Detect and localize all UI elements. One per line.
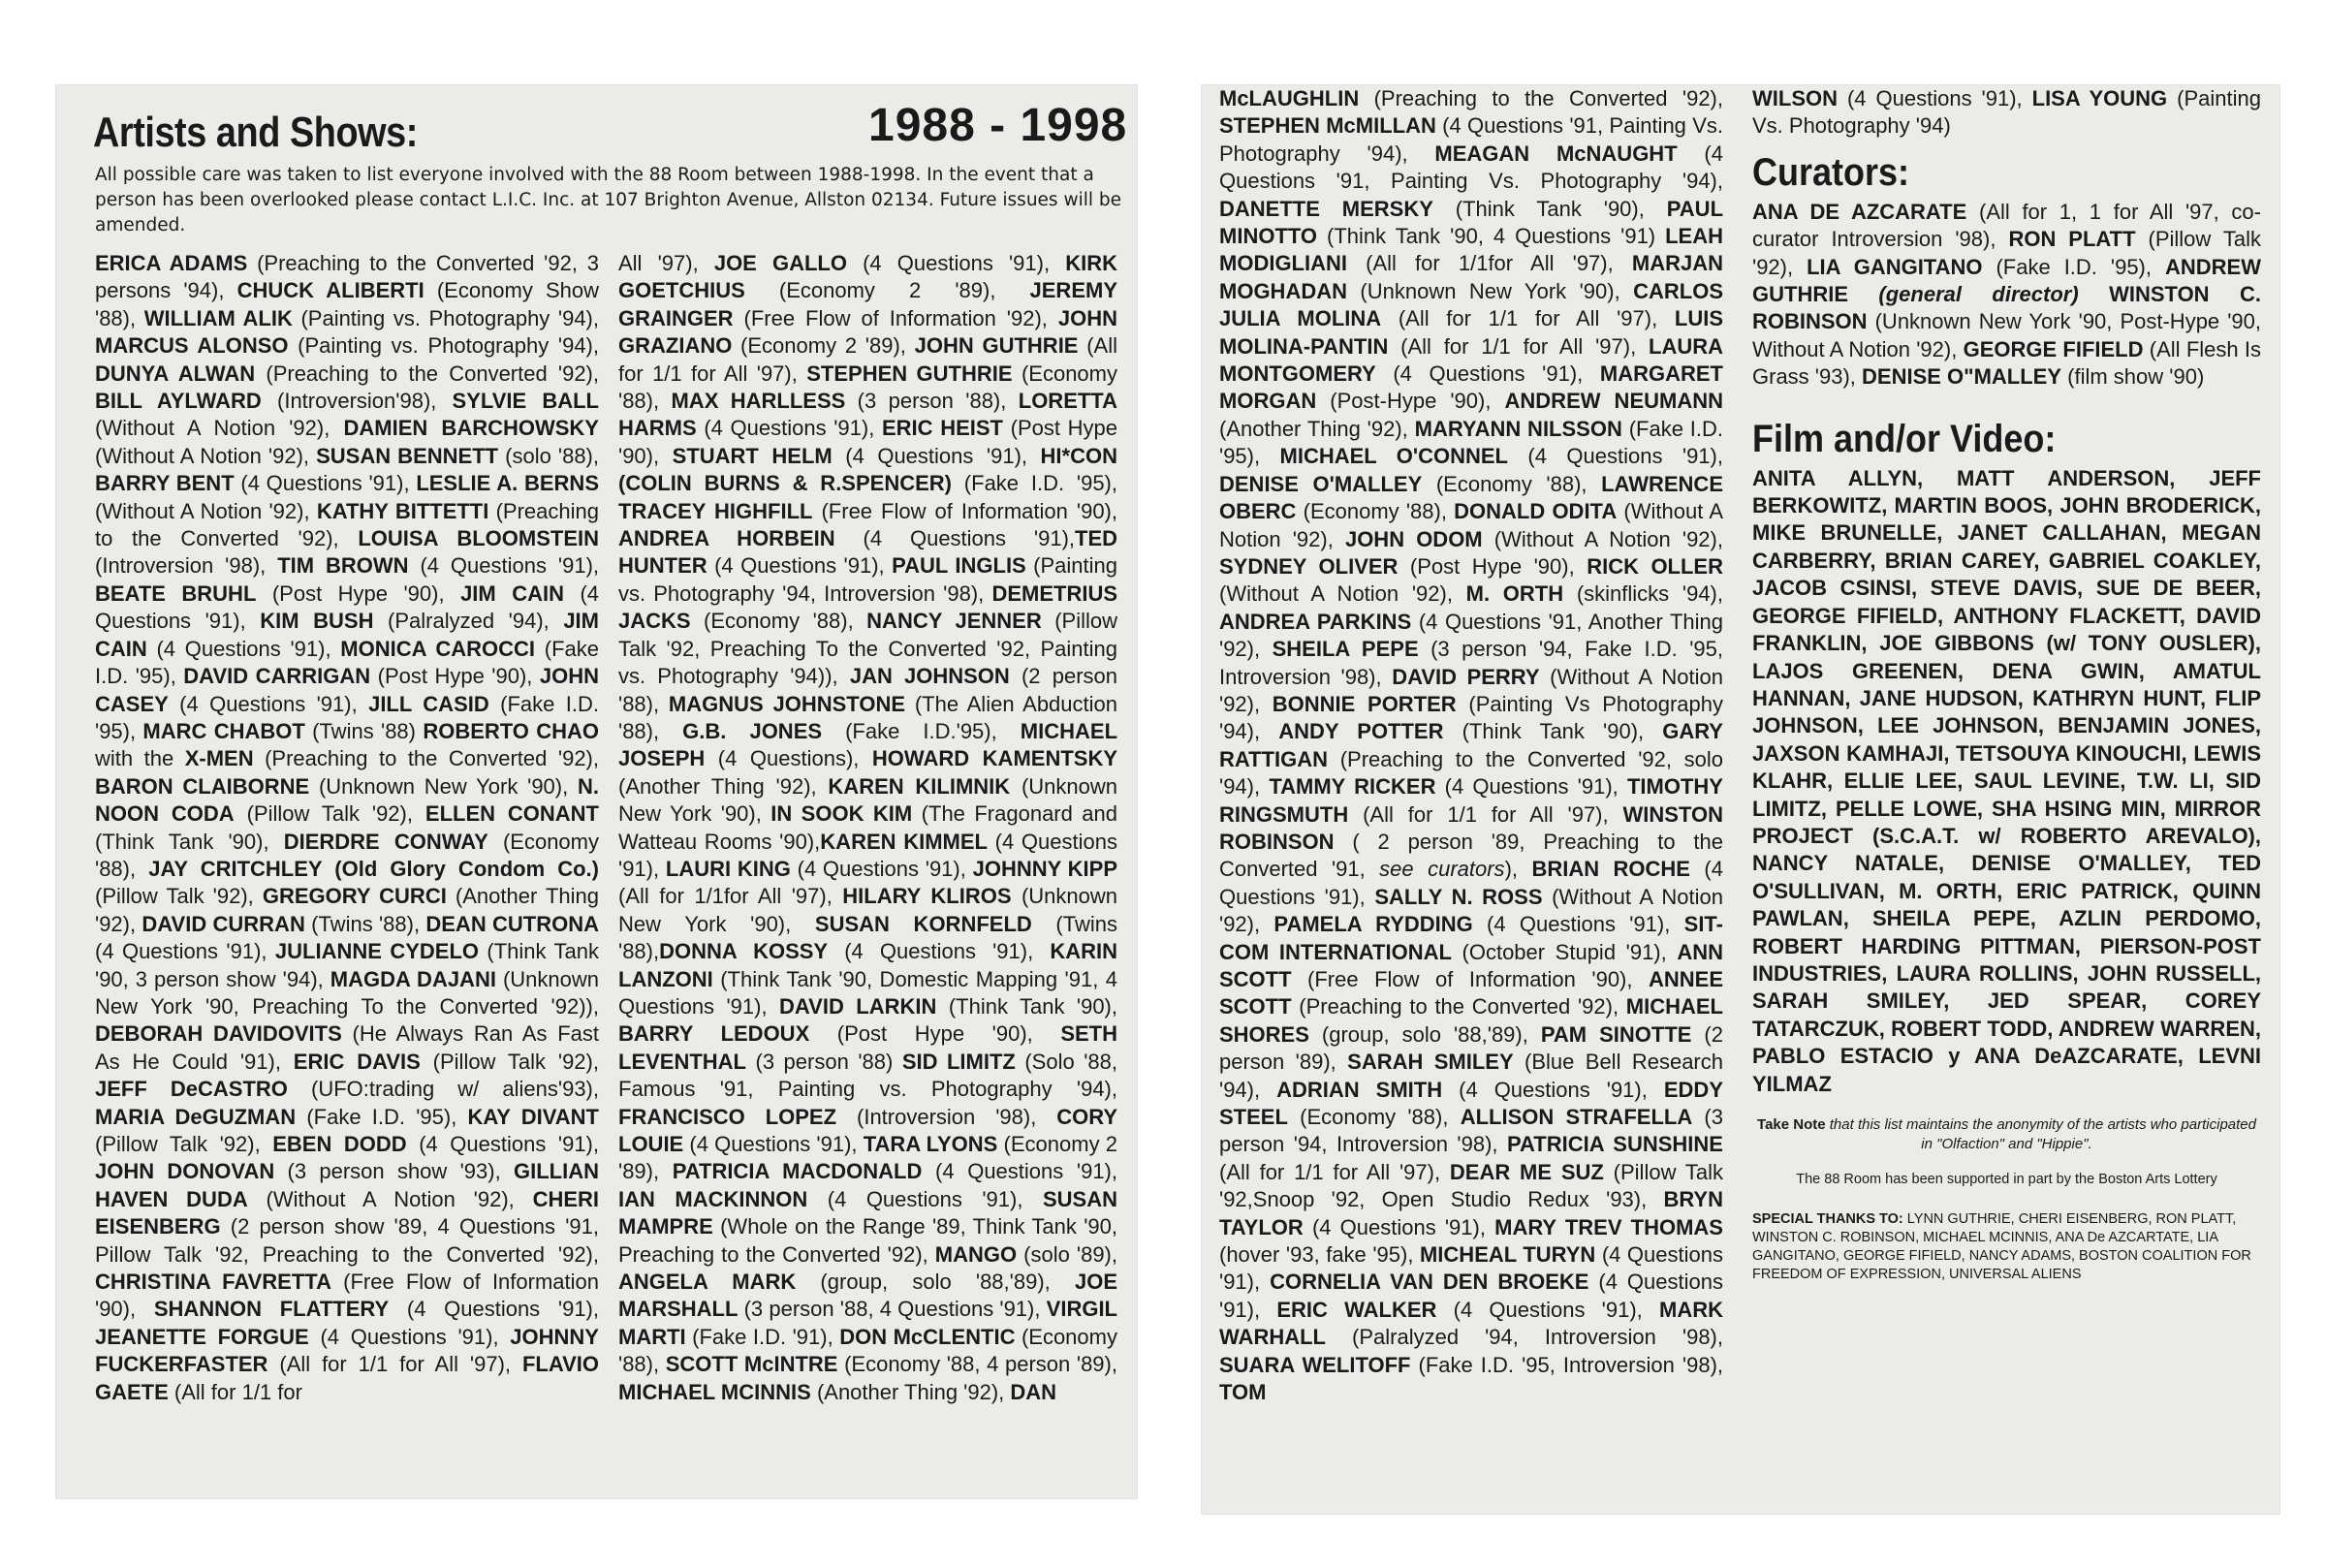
curators-heading: Curators: bbox=[1752, 150, 1910, 194]
curators-list: ANA DE AZCARATE (All for 1, 1 for All '97, co-curator Introversion '98), RON PLATT (Pillow Talk '92), LIA GANGITANO (Fake I.D. '95), ANDREW GUTHRIE (general director) WINSTON C. ROBINSON (Unknown New York '90, Post-Hype '90, Without A Notion '92), GEORGE FIFIELD (All Flesh Is Grass '93), DENISE O"MALLEY (film show '90) bbox=[1752, 199, 2261, 390]
special-thanks: SPECIAL THANKS TO: LYNN GUTHRIE, CHERI EISENBERG, RON PLATT, WINSTON C. ROBINSON, MICHAEL MCINNIS, ANA De AZCARTATE, LIA GANGITANO, GEORGE FIFIELD, NANCY ADAMS, BOSTON COALITION FOR FREEDOM OF EXPRESSION, UNIVERSAL ALIENS bbox=[1752, 1211, 2251, 1282]
right-column bbox=[1752, 85, 2261, 1284]
left-page bbox=[56, 85, 1137, 1498]
film-video-heading: Film and/or Video: bbox=[1752, 417, 2057, 460]
film-video-list: ANITA ALLYN, MATT ANDERSON, JEFF BERKOWITZ, MARTIN BOOS, JOHN BRODERICK, MIKE BRUNELLE, JANET CALLAHAN, MEGAN CARBERRY, BRIAN CAREY, GABRIEL COAKLEY, JACOB CSINSI, STEVE DAVIS, SUE DE BEER, GEORGE FIFIELD, ANTHONY FLACKETT, DAVID FRANKLIN, JOE GIBBONS (w/ TONY OUSLER), LAJOS GREENEN, DENA GWIN, AMATUL HANNAN, JANE HUDSON, KATHRYN HUNT, FLIP JOHNSON, LEE JOHNSON, BENJAMIN JONES, JAXSON KAMHAJI, TETSOUYA KINOUCHI, LEWIS KLAHR, ELLIE LEE, SAUL LEVINE, T.W. LI, SID LIMITZ, PELLE LOWE, SHA HSING MIN, MIRROR PROJECT (S.C.A.T. w/ ROBERTO AREVALO), NANCY NATALE, DENISE O'MALLEY, TED O'SULLIVAN, M. ORTH, ERIC PATRICK, QUINN PAWLAN, SHEILA PEPE, AZLIN PERDOMO, ROBERT HARDING PITTMAN, PIERSON-POST INDUSTRIES, LAURA ROLLINS, JOHN RUSSELL, SARAH SMILEY, JED SPEAR, COREY TATARCZUK, ROBERT TODD, ANDREW WARREN, PABLO ESTACIO y ANA DeAZCARATE, LEVNI YILMAZ bbox=[1752, 465, 2261, 1096]
year-range: 1988 - 1998 bbox=[868, 100, 1128, 151]
page-title: Artists and Shows: bbox=[93, 109, 418, 156]
right-page bbox=[1202, 85, 2279, 1514]
artist-list-column-3: McLAUGHLIN (Preaching to the Converted '92), STEPHEN McMILLAN (4 Questions '91, Painting Vs. Photography '94), MEAGAN McNAUGHT (4 Questions '91, Painting Vs. Photography '94), DANETTE MERSKY (Think Tank '90), PAUL MINOTTO (Think Tank '90, 4 Questions '91) LEAH MODIGLIANI (All for 1/1for All '97), MARJAN MOGHADAN (Unknown New York '90), CARLOS JULIA MOLINA (All for 1/1 for All '97), LUIS MOLINA-PANTIN (All for 1/1 for All '97), LAURA MONTGOMERY (4 Questions '91), MARGARET MORGAN (Post-Hype '90), ANDREW NEUMANN (Another Thing '92), MARYANN NILSSON (Fake I.D. '95), MICHAEL O'CONNEL (4 Questions '91), DENISE O'MALLEY (Economy '88), LAWRENCE OBERC (Economy '88), DONALD ODITA (Without A Notion '92), JOHN ODOM (Without A Notion '92), SYDNEY OLIVER (Post Hype '90), RICK OLLER (Without A Notion '92), M. ORTH (skinflicks '94), ANDREA PARKINS (4 Questions '91, Another Thing '92), SHEILA PEPE (3 person '94, Fake I.D. '95, Introversion '98), DAVID PERRY (Without A Notion '92), BONNIE PORTER (Painting Vs Photography '94), ANDY POTTER (Think Tank '90), GARY RATTIGAN (Preaching to the Converted '92, solo '94), TAMMY RICKER (4 Questions '91), TIMOTHY RINGSMUTH (All for 1/1 for All '97), WINSTON ROBINSON ( 2 person '89, Preaching to the Converted '91, see curators), BRIAN ROCHE (4 Questions '91), SALLY N. ROSS (Without A Notion '92), PAMELA RYDDING (4 Questions '91), SIT-COM INTERNATIONAL (October Stupid '91), ANN SCOTT (Free Flow of Information '90), ANNEE SCOTT (Preaching to the Converted '92), MICHAEL SHORES (group, solo '88,'89), PAM SINOTTE (2 person '89), SARAH SMILEY (Blue Bell Research '94), ADRIAN SMITH (4 Questions '91), EDDY STEEL (Economy '88), ALLISON STRAFELLA (3 person '94, Introversion '98), PATRICIA SUNSHINE (All for 1/1 for All '97), DEAR ME SUZ (Pillow Talk '92,Snoop '92, Open Studio Redux '93), BRYN TAYLOR (4 Questions '91), MARY TREV THOMAS (hover '93, fake '95), MICHEAL TURYN (4 Questions '91), CORNELIA VAN DEN BROEKE (4 Questions '91), ERIC WALKER (4 Questions '91), MARK WARHALL (Palralyzed '94, Introversion '98), SUARA WELITOFF (Fake I.D. '95, Introversion '98), TOM bbox=[1219, 86, 1724, 1405]
intro-text: All possible care was taken to list everyone involved with the 88 Room between 1988-1998. In the event that a person has been overlooked please contact L.I.C. Inc. at 107 Brighton Avenue, Allston 02134. Future issues will be amended. bbox=[95, 165, 1122, 235]
artist-list-column-1: ERICA ADAMS (Preaching to the Converted '92, 3 persons '94), CHUCK ALIBERTI (Economy Show '88), WILLIAM ALIK (Painting vs. Photography '94), MARCUS ALONSO (Painting vs. Photography '94), DUNYA ALWAN (Preaching to the Converted '92), BILL AYLWARD (Introversion'98), SYLVIE BALL (Without A Notion '92), DAMIEN BARCHOWSKY (Without A Notion '92), SUSAN BENNETT (solo '88), BARRY BENT (4 Questions '91), LESLIE A. BERNS (Without A Notion '92), KATHY BITTETTI (Preaching to the Converted '92), LOUISA BLOOMSTEIN (Introversion '98), TIM BROWN (4 Questions '91), BEATE BRUHL (Post Hype '90), JIM CAIN (4 Questions '91), KIM BUSH (Palralyzed '94), JIM CAIN (4 Questions '91), MONICA CAROCCI (Fake I.D. '95), DAVID CARRIGAN (Post Hype '90), JOHN CASEY (4 Questions '91), JILL CASID (Fake I.D. '95), MARC CHABOT (Twins '88) ROBERTO CHAO with the X-MEN (Preaching to the Converted '92), BARON CLAIBORNE (Unknown New York '90), N. NOON CODA (Pillow Talk '92), ELLEN CONANT (Think Tank '90), DIERDRE CONWAY (Economy '88), JAY CRITCHLEY (Old Glory Condom Co.) (Pillow Talk '92), GREGORY CURCI (Another Thing '92), DAVID CURRAN (Twins '88), DEAN CUTRONA (4 Questions '91), JULIANNE CYDELO (Think Tank '90, 3 person show '94), MAGDA DAJANI (Unknown New York '90, Preaching To the Converted '92)), DEBORAH DAVIDOVITS (He Always Ran As Fast As He Could '91), ERIC DAVIS (Pillow Talk '92), JEFF DeCASTRO (UFO:trading w/ aliens'93), MARIA DeGUZMAN (Fake I.D. '95), KAY DIVANT (Pillow Talk '92), EBEN DODD (4 Questions '91), JOHN DONOVAN (3 person show '93), GILLIAN HAVEN DUDA (Without A Notion '92), CHERI EISENBERG (2 person show '89, 4 Questions '91, Pillow Talk '92, Preaching to the Converted '92), CHRISTINA FAVRETTA (Free Flow of Information '90), SHANNON FLATTERY (4 Questions '91), JEANETTE FORGUE (4 Questions '91), JOHNNY FUCKERFASTER (All for 1/1 for All '97), FLAVIO GAETE (All for 1/1 for bbox=[95, 251, 600, 1404]
lottery-credit: The 88 Room has been supported in part by the Boston Arts Lottery bbox=[1796, 1172, 2217, 1187]
take-note: Take Note that this list maintains the anonymity of the artists who participated in "Olfaction" and "Hippie". bbox=[1757, 1116, 2256, 1152]
artist-list-continuation: WILSON (4 Questions '91), LISA YOUNG (Painting Vs. Photography '94) bbox=[1752, 86, 2261, 139]
artist-list-column-2: All '97), JOE GALLO (4 Questions '91), KIRK GOETCHIUS (Economy 2 '89), JEREMY GRAINGER (Free Flow of Information '92), JOHN GRAZIANO (Economy 2 '89), JOHN GUTHRIE (All for 1/1 for All '97), STEPHEN GUTHRIE (Economy '88), MAX HARLLESS (3 person '88), LORETTA HARMS (4 Questions '91), ERIC HEIST (Post Hype '90), STUART HELM (4 Questions '91), HI*CON (COLIN BURNS & R.SPENCER) (Fake I.D. '95), TRACEY HIGHFILL (Free Flow of Information '90), ANDREA HORBEIN (4 Questions '91),TED HUNTER (4 Questions '91), PAUL INGLIS (Painting vs. Photography '94, Introversion '98), DEMETRIUS JACKS (Economy '88), NANCY JENNER (Pillow Talk '92, Preaching To the Converted '92, Painting vs. Photography '94)), JAN JOHNSON (2 person '88), MAGNUS JOHNSTONE (The Alien Abduction '88), G.B. JONES (Fake I.D.'95), MICHAEL JOSEPH (4 Questions), HOWARD KAMENTSKY (Another Thing '92), KAREN KILIMNIK (Unknown New York '90), IN SOOK KIM (The Fragonard and Watteau Rooms '90),KAREN KIMMEL (4 Questions '91), LAURI KING (4 Questions '91), JOHNNY KIPP (All for 1/1for All '97), HILARY KLIROS (Unknown New York '90), SUSAN KORNFELD (Twins '88),DONNA KOSSY (4 Questions '91), KARIN LANZONI (Think Tank '90, Domestic Mapping '91, 4 Questions '91), DAVID LARKIN (Think Tank '90), BARRY LEDOUX (Post Hype '90), SETH LEVENTHAL (3 person '88) SID LIMITZ (Solo '88, Famous '91, Painting vs. Photography '94), FRANCISCO LOPEZ (Introversion '98), CORY LOUIE (4 Questions '91), TARA LYONS (Economy 2 '89), PATRICIA MACDONALD (4 Questions '91), IAN MACKINNON (4 Questions '91), SUSAN MAMPRE (Whole on the Range '89, Think Tank '90, Preaching to the Converted '92), MANGO (solo '89), ANGELA MARK (group, solo '88,'89), JOE MARSHALL (3 person '88, 4 Questions '91), VIRGIL MARTI (Fake I.D. '91), DON McCLENTIC (Economy '88), SCOTT McINTRE (Economy '88, 4 person '89), MICHAEL MCINNIS (Another Thing '92), DAN bbox=[618, 251, 1118, 1404]
